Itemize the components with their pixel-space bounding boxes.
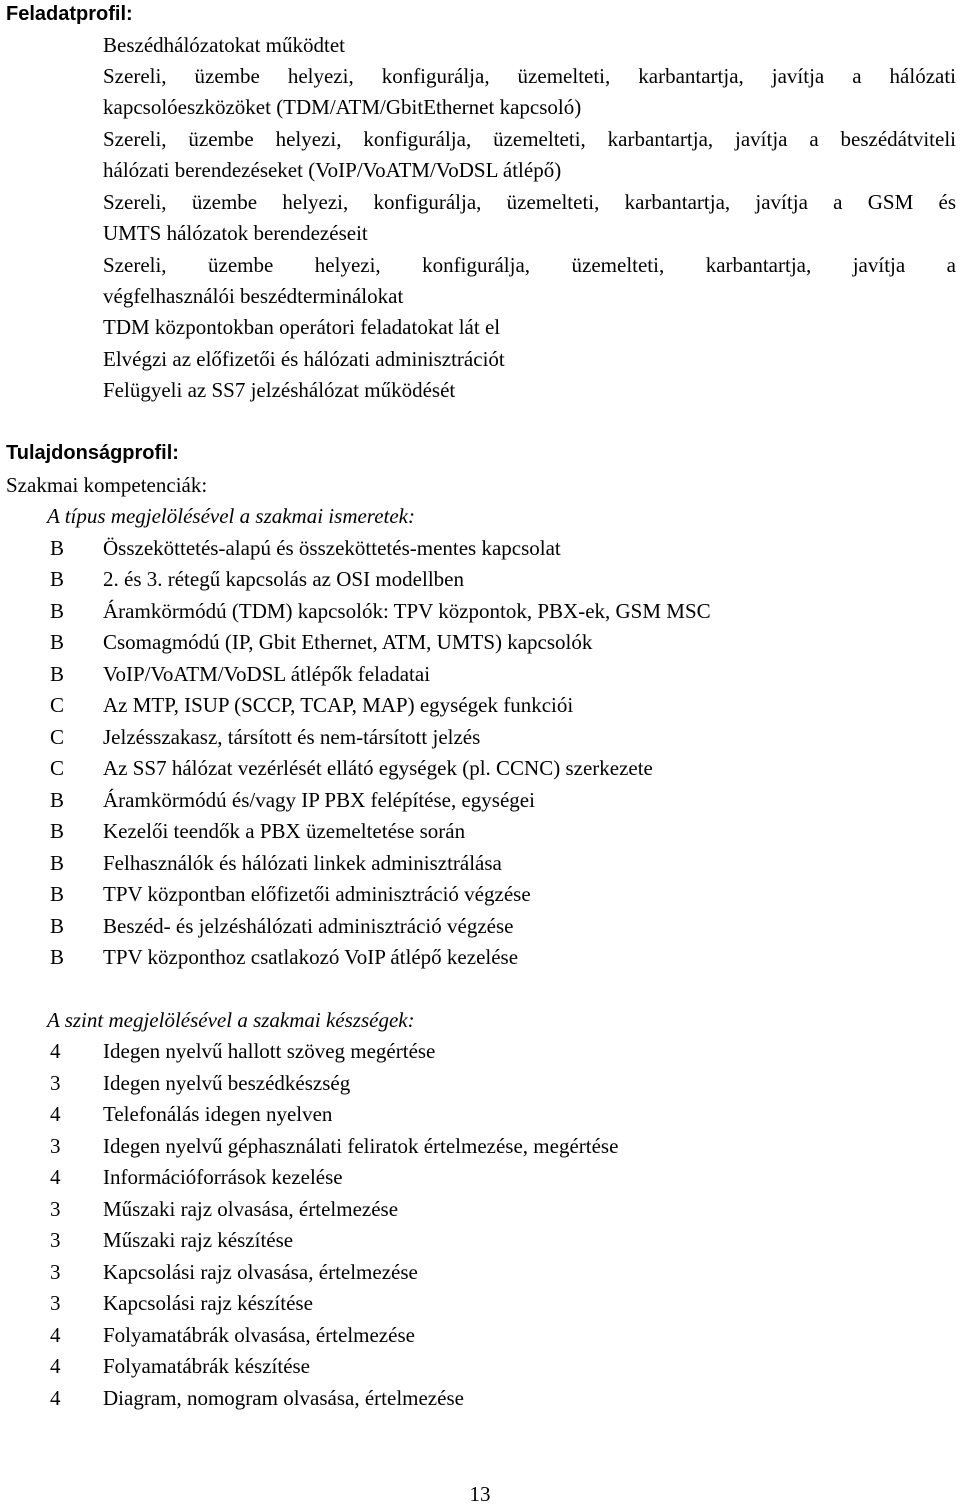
ismeret-text: Áramkörmódú (TDM) kapcsolók: TPV központok, PBX-ek, GSM MSC: [103, 599, 711, 623]
keszseg-level: 4: [50, 1354, 61, 1378]
keszseg-text: Kapcsolási rajz olvasása, értelmezése: [103, 1260, 418, 1284]
ismeret-text: 2. és 3. rétegű kapcsolás az OSI modellben: [103, 567, 464, 591]
ismeret-grade: C: [50, 756, 65, 780]
ismeret-text: Felhasználók és hálózati linkek adminisztrálása: [103, 851, 502, 875]
feladatprofil-line: UMTS hálózatok berendezéseit: [103, 221, 368, 245]
ismeret-text: Az MTP, ISUP (SCCP, TCAP, MAP) egységek funkciói: [103, 693, 574, 717]
keszseg-level: 4: [50, 1386, 61, 1410]
keszseg-text: Folyamatábrák készítése: [103, 1354, 311, 1378]
feladatprofil-line: Felügyeli az SS7 jelzéshálózat működését: [103, 378, 456, 402]
ismeret-grade: C: [50, 725, 65, 749]
feladatprofil-line: végfelhasználói beszédterminálokat: [103, 284, 404, 308]
keszseg-text: Kapcsolási rajz készítése: [103, 1291, 313, 1315]
keszseg-text: Idegen nyelvű beszédkészség: [103, 1071, 351, 1095]
keszseg-level: 4: [50, 1039, 61, 1063]
keszseg-text: Idegen nyelvű géphasználati feliratok értelmezése, megértése: [103, 1134, 619, 1158]
ismeret-grade: B: [50, 630, 65, 654]
feladatprofil-line: Szereli, üzembe helyezi, konfigurálja, üzemelteti, karbantartja, javítja a hálózati: [103, 64, 956, 88]
ismeret-text: Az SS7 hálózat vezérlését ellátó egységek (pl. CCNC) szerkezete: [103, 756, 653, 780]
keszseg-level: 4: [50, 1323, 61, 1347]
ismeret-grade: B: [50, 536, 65, 560]
ismeret-text: VoIP/VoATM/VoDSL átlépők feladatai: [103, 662, 431, 686]
keszseg-level: 3: [50, 1291, 61, 1315]
ismeretek-subheading: A típus megjelölésével a szakmai ismeretek:: [47, 504, 415, 528]
feladatprofil-line: Szereli, üzembe helyezi, konfigurálja, üzemelteti, karbantartja, javítja a: [103, 253, 956, 277]
keszseg-level: 3: [50, 1134, 61, 1158]
ismeret-grade: B: [50, 567, 65, 591]
feladatprofil-line: Szereli, üzembe helyezi, konfigurálja, üzemelteti, karbantartja, javítja a GSM és: [103, 190, 956, 214]
keszseg-level: 4: [50, 1165, 61, 1189]
keszseg-text: Információforrások kezelése: [103, 1165, 343, 1189]
ismeret-grade: B: [50, 788, 65, 812]
tulajdonsagprofil-heading: Tulajdonságprofil:: [6, 442, 179, 464]
keszseg-text: Folyamatábrák olvasása, értelmezése: [103, 1323, 415, 1347]
feladatprofil-line: TDM központokban operátori feladatokat lát el: [103, 315, 501, 339]
keszseg-text: Telefonálás idegen nyelven: [103, 1102, 333, 1126]
ismeret-grade: C: [50, 693, 65, 717]
feladatprofil-line: Elvégzi az előfizetői és hálózati adminisztrációt: [103, 347, 505, 371]
keszseg-level: 3: [50, 1197, 61, 1221]
ismeret-grade: B: [50, 599, 65, 623]
ismeret-text: Összeköttetés-alapú és összeköttetés-mentes kapcsolat: [103, 536, 561, 560]
ismeret-grade: B: [50, 945, 65, 969]
ismeret-text: Jelzésszakasz, társított és nem-társított jelzés: [103, 725, 481, 749]
keszseg-level: 3: [50, 1071, 61, 1095]
ismeret-text: Áramkörmódú és/vagy IP PBX felépítése, egységei: [103, 788, 535, 812]
keszseg-level: 3: [50, 1260, 61, 1284]
feladatprofil-heading: Feladatprofil:: [6, 3, 133, 25]
feladatprofil-line: Szereli, üzembe helyezi, konfigurálja, üzemelteti, karbantartja, javítja a beszédátviteli: [103, 127, 956, 151]
ismeret-text: Csomagmódú (IP, Gbit Ethernet, ATM, UMTS) kapcsolók: [103, 630, 593, 654]
ismeret-grade: B: [50, 819, 65, 843]
ismeret-grade: B: [50, 914, 65, 938]
keszseg-text: Műszaki rajz készítése: [103, 1228, 294, 1252]
page-number: 13: [469, 1482, 491, 1506]
keszseg-level: 3: [50, 1228, 61, 1252]
ismeret-grade: B: [50, 882, 65, 906]
keszseg-text: Diagram, nomogram olvasása, értelmezése: [103, 1386, 464, 1410]
ismeret-text: TPV központhoz csatlakozó VoIP átlépő kezelése: [103, 945, 519, 969]
szakmai-kompetenciak-label: Szakmai kompetenciák:: [6, 473, 208, 497]
ismeret-text: Kezelői teendők a PBX üzemeltetése során: [103, 819, 466, 843]
feladatprofil-line: hálózati berendezéseket (VoIP/VoATM/VoDSL átlépő): [103, 158, 562, 182]
ismeret-text: Beszéd- és jelzéshálózati adminisztráció végzése: [103, 914, 514, 938]
keszsegek-subheading: A szint megjelölésével a szakmai készségek:: [47, 1008, 415, 1032]
keszseg-text: Idegen nyelvű hallott szöveg megértése: [103, 1039, 436, 1063]
feladatprofil-line: kapcsolóeszközöket (TDM/ATM/GbitEthernet kapcsoló): [103, 95, 582, 119]
ismeret-grade: B: [50, 851, 65, 875]
keszseg-text: Műszaki rajz olvasása, értelmezése: [103, 1197, 399, 1221]
ismeret-grade: B: [50, 662, 65, 686]
ismeret-text: TPV központban előfizetői adminisztráció végzése: [103, 882, 531, 906]
keszseg-level: 4: [50, 1102, 61, 1126]
feladatprofil-line: Beszédhálózatokat működtet: [103, 33, 346, 57]
